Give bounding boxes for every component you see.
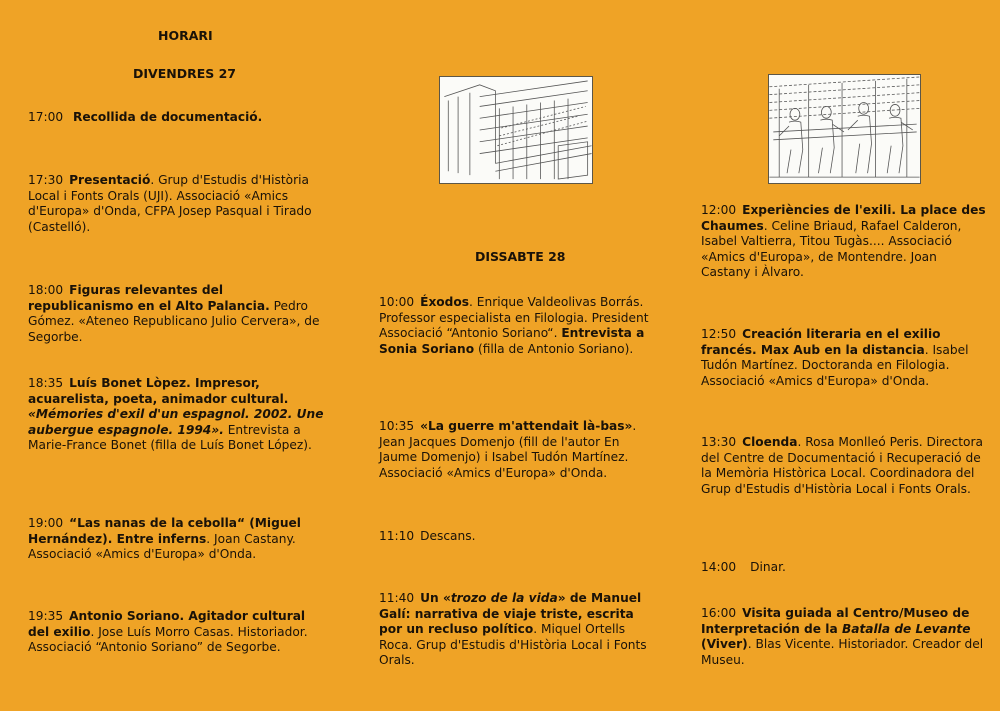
entry-description: . Jean Jacques Domenjo (fill de l'autor En Jaume Domenjo) i Isabel Tudón Martínez. Associació «Amics d'Europa» d'Onda. — [379, 419, 637, 480]
schedule-heading: HORARI — [158, 28, 213, 43]
entry-description: . Rosa Monlleó Peris. Directora del Centre de Documentació i Recuperació de la Memòria Històrica Local. Coordinadora del Grup d'Estudis d'Història Local i Fonts Orals. — [701, 435, 983, 496]
entry-interview-description: (filla de Antonio Soriano). — [474, 341, 634, 356]
schedule-entry — [28, 110, 328, 126]
schedule-entry — [28, 283, 328, 345]
entry-description: . Joan Castany. Associació «Amics d'Europa» d'Onda. — [28, 531, 296, 562]
entry-description: . Enrique Valdeolivas Borrás. Professor especialista en Filologia. President Associació “Antonio Soriano“. — [379, 295, 649, 341]
entry-time: 19:35 — [28, 609, 64, 623]
schedule-entry — [701, 606, 986, 668]
entry-title: Un « — [420, 591, 451, 605]
schedule-entry — [379, 419, 659, 481]
entry-time: 10:00 — [379, 295, 415, 309]
entry-title: Descans. — [420, 529, 476, 543]
entry-title: Creación literaria en el exilio francés. Max Aub en la distancia — [701, 327, 941, 357]
entry-title: Éxodos — [420, 295, 470, 309]
schedule-entry — [28, 376, 328, 454]
entry-title: Visita guiada al Centro/Museo de Interpretación de la — [701, 606, 970, 636]
entry-time: 11:40 — [379, 591, 415, 605]
entry-book-titles: «Mémories d'exil d'un espagnol. 2002. Une aubergue espagnole. 1994». — [28, 407, 324, 437]
entry-time: 17:30 — [28, 173, 64, 187]
entry-time: 12:00 — [701, 203, 737, 217]
entry-time: 18:35 — [28, 376, 64, 390]
schedule-entry — [28, 173, 328, 235]
entry-time: 14:00 — [701, 560, 737, 574]
entry-description: Entrevista a Marie-France Bonet (filla de Luís Bonet López). — [28, 422, 312, 453]
entry-description: . Isabel Tudón Martínez. Doctoranda en Filologia. Associació «Amics d'Europa» d'Onda. — [701, 342, 969, 388]
schedule-entry — [28, 609, 328, 656]
entry-time: 10:35 — [379, 419, 415, 433]
entry-title: Luís Bonet Lòpez. Impresor, acuarelista, poeta, animador cultural. — [28, 376, 289, 406]
entry-title: Cloenda — [742, 435, 798, 449]
people-at-fence-sketch — [768, 74, 921, 184]
entry-time: 18:00 — [28, 283, 64, 297]
entry-description: . Miquel Ortells Roca. Grup d'Estudis d'Història Local i Fonts Orals. — [379, 622, 647, 668]
saturday-heading: DISSABTE 28 — [475, 249, 566, 264]
schedule-entry — [379, 295, 659, 357]
entry-title: Dinar. — [750, 560, 786, 574]
entry-title: «La guerre m'attendait là-bas» — [420, 419, 633, 433]
entry-time: 13:30 — [701, 435, 737, 449]
schedule-entry — [379, 591, 659, 669]
entry-title: Antonio Soriano. Agitador cultural del exilio — [28, 609, 306, 639]
entry-title-italic: trozo de la vida — [450, 591, 558, 605]
entry-title: Experiències de l'exili. La place des Chaumes — [701, 203, 986, 233]
entry-title: “Las nanas de la cebolla“ (Miguel Hernández). Entre inferns — [28, 516, 301, 546]
schedule-entry — [701, 327, 986, 389]
friday-heading: DIVENDRES 27 — [133, 66, 236, 81]
entry-description: Pedro Gómez. «Ateneo Republicano Julio Cervera», de Segorbe. — [28, 298, 320, 344]
schedule-entry — [701, 203, 986, 281]
schedule-entry — [701, 560, 986, 576]
entry-description: . Jose Luís Morro Casas. Historiador. Associació “Antonio Soriano” de Segorbe. — [28, 624, 308, 655]
entry-time: 16:00 — [701, 606, 737, 620]
entry-description: . Celine Briaud, Rafael Calderon, Isabel Valtierra, Titou Tugàs.... Associació «Amics d'Europa», de Montendre. Joan Castany i Àlvaro. — [701, 218, 962, 280]
entry-time: 12:50 — [701, 327, 737, 341]
schedule-entry — [379, 529, 659, 545]
schedule-entry — [701, 435, 986, 497]
entry-time: 11:10 — [379, 529, 415, 543]
entry-title: Figuras relevantes del republicanismo en el Alto Palancia. — [28, 283, 270, 313]
entry-title-rest: » de Manuel Galí: narrativa de viaje triste, escrita por un recluso político — [379, 591, 642, 637]
entry-time: 19:00 — [28, 516, 64, 530]
entry-time: 17:00 — [28, 110, 64, 124]
entry-title: Recollida de documentació. — [73, 110, 263, 124]
barbed-wire-camp-drawing — [440, 77, 592, 183]
barbed-wire-camp-sketch — [439, 76, 593, 184]
entry-title-italic: Batalla de Levante — [841, 621, 971, 636]
people-at-fence-drawing — [769, 75, 920, 183]
entry-description: . Blas Vicente. Historiador. Creador del Museu. — [701, 637, 984, 667]
entry-description: . Grup d'Estudis d'Història Local i Fonts Orals (UJI). Associació «Amics d'Europa» d'Onda, CFPA Josep Pasqual i Tirado (Castelló). — [28, 173, 312, 234]
entry-title-rest: (Viver) — [701, 637, 748, 652]
entry-interview-title: Entrevista a Sonia Soriano — [379, 326, 645, 356]
schedule-entry — [28, 516, 328, 563]
entry-title: Presentació — [69, 173, 151, 187]
